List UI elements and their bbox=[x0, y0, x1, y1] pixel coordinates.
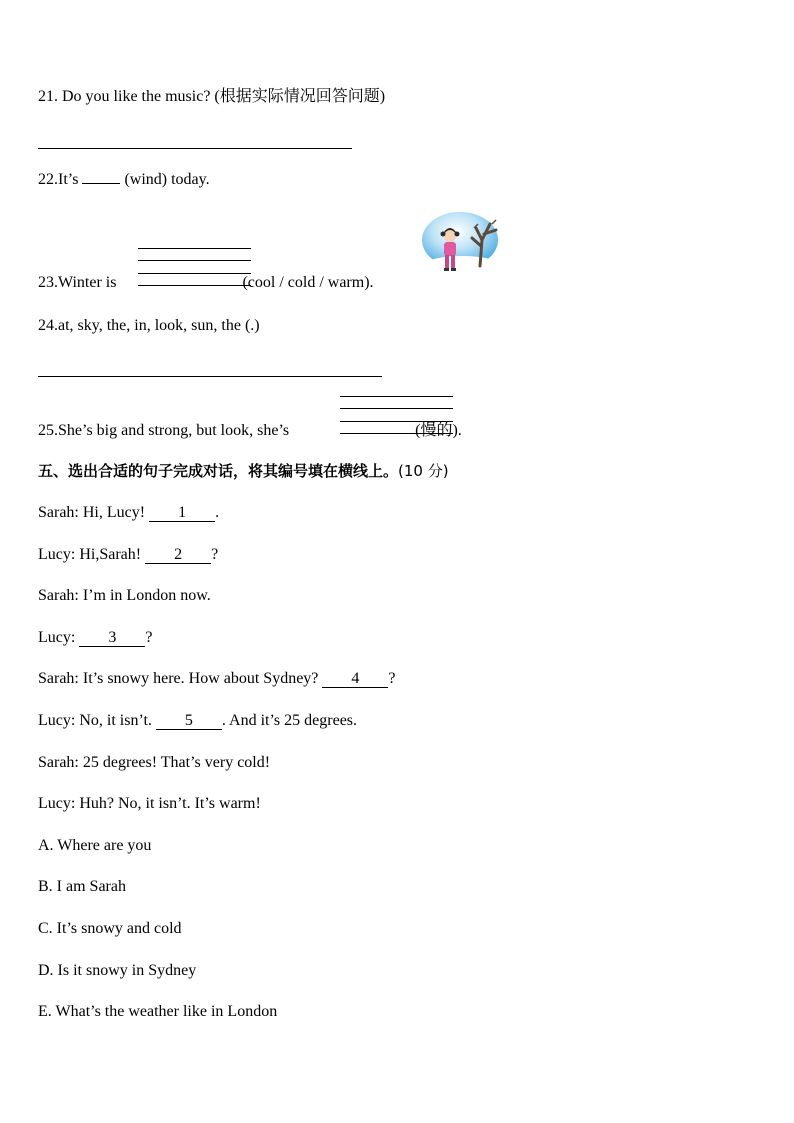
answer-line-21[interactable] bbox=[38, 148, 352, 149]
dialogue-text: Lucy: Huh? No, it isn’t. It’s warm! bbox=[38, 795, 261, 812]
dialogue-text: . And it’s 25 degrees. bbox=[221, 712, 358, 729]
dialogue-text: Lucy: bbox=[38, 629, 80, 646]
dialogue-blank-4[interactable]: 4 bbox=[322, 671, 388, 688]
question-21 bbox=[38, 87, 385, 107]
dialogue-text: ? bbox=[388, 670, 396, 687]
dialogue-text: Sarah: I’m in London now. bbox=[38, 587, 211, 604]
question-23-suffix: (cool / cold / warm). bbox=[242, 274, 374, 291]
question-25-suffix: (慢的). bbox=[415, 422, 462, 439]
answer-blank-22[interactable] bbox=[82, 183, 120, 184]
dialogue-text: ? bbox=[145, 629, 153, 646]
section-5-score: (10 分) bbox=[398, 462, 449, 480]
option-d: D. Is it snowy in Sydney bbox=[38, 962, 197, 979]
dialogue-line bbox=[38, 753, 270, 773]
dialogue-text: Sarah: Hi, Lucy! bbox=[38, 504, 150, 521]
option-e: E. What’s the weather like in London bbox=[38, 1003, 278, 1020]
dialogue-line bbox=[38, 669, 396, 689]
question-24: 24.at, sky, the, in, look, sun, the (.) bbox=[38, 317, 260, 334]
dialogue-line bbox=[38, 503, 219, 523]
option-a: A. Where are you bbox=[38, 837, 152, 854]
dialogue-blank-5[interactable]: 5 bbox=[156, 713, 222, 730]
question-21-text: . Do you like the music? (根据实际情况回答问题) bbox=[54, 88, 386, 105]
question-25-prefix: 25.She’s big and strong, but look, she’s bbox=[38, 422, 290, 439]
dialogue-line bbox=[38, 586, 211, 606]
question-22 bbox=[38, 170, 210, 190]
dialogue-text: . bbox=[215, 504, 220, 521]
dialogue-text: Lucy: No, it isn’t. bbox=[38, 712, 156, 729]
dialogue-blank-1[interactable]: 1 bbox=[149, 505, 215, 522]
option-b: B. I am Sarah bbox=[38, 878, 126, 895]
option-c: C. It’s snowy and cold bbox=[38, 920, 182, 937]
dialogue-line bbox=[38, 794, 261, 814]
question-22-suffix: (wind) today. bbox=[124, 171, 210, 188]
dialogue-blank-2[interactable]: 2 bbox=[145, 547, 211, 564]
dialogue-text: Sarah: It’s snowy here. How about Sydney? bbox=[38, 670, 323, 687]
dialogue-blank-3[interactable]: 3 bbox=[79, 630, 145, 647]
question-23 bbox=[38, 273, 374, 293]
question-23-prefix: 23.Winter is bbox=[38, 274, 117, 291]
question-21-number: 21 bbox=[38, 88, 54, 105]
dialogue-line bbox=[38, 628, 152, 648]
question-25 bbox=[38, 421, 462, 441]
dialogue-line bbox=[38, 545, 218, 565]
dialogue-text: Sarah: 25 degrees! That’s very cold! bbox=[38, 754, 271, 771]
dialogue-text: Lucy: Hi,Sarah! bbox=[38, 546, 146, 563]
dialogue-line bbox=[38, 711, 357, 731]
dialogue-text: ? bbox=[211, 546, 219, 563]
answer-line-24[interactable] bbox=[38, 376, 382, 377]
question-22-prefix: 22.It’s bbox=[38, 171, 79, 188]
section-5-title: 五、选出合适的句子完成对话，将其编号填在横线上。 bbox=[38, 462, 399, 480]
girl-in-winter-illustration bbox=[418, 210, 502, 280]
section-5-heading bbox=[38, 461, 449, 481]
